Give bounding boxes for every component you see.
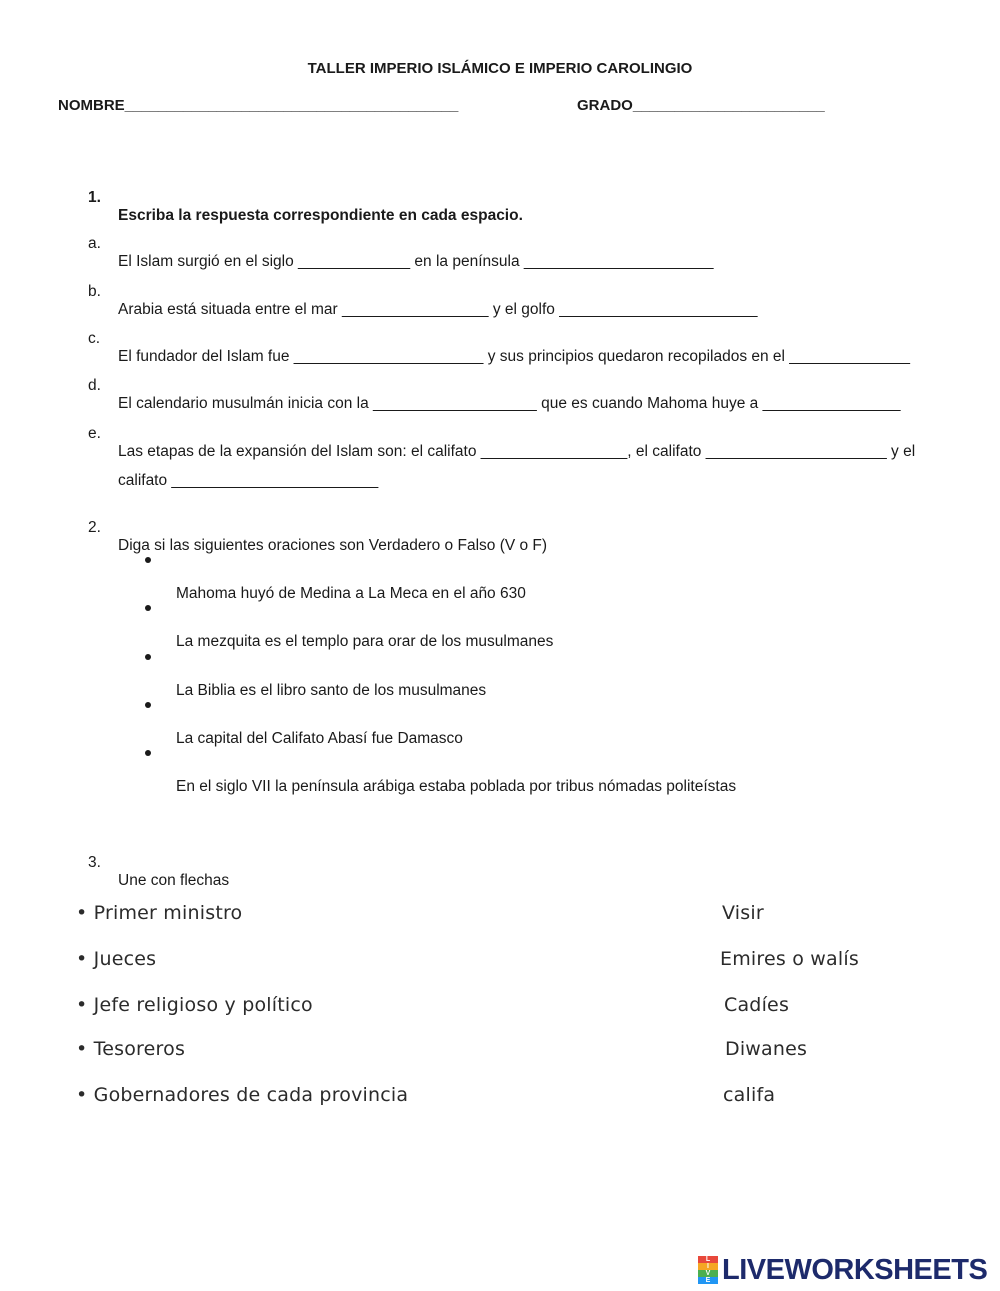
q3-heading (0, 836, 1000, 890)
bullet-icon (145, 702, 151, 708)
item-text: El fundador del Islam fue ______________________ y sus principios quedaron recopilados en el ______________ (118, 348, 910, 365)
statement-text: La Biblia es el libro santo de los musulmanes (176, 682, 487, 699)
q2-statement[interactable] (0, 694, 1000, 747)
item-label: e. (88, 425, 101, 442)
q2-statement[interactable] (0, 742, 1000, 795)
worksheet-title: TALLER IMPERIO ISLÁMICO E IMPERIO CAROLINGIO (307, 60, 693, 77)
item-label: c. (88, 330, 101, 347)
item-text: califato ________________________ (118, 472, 379, 489)
q2-instruction: Diga si las siguientes oraciones son Verdadero o Falso (V o F) (118, 537, 548, 554)
q1-item-e[interactable] (0, 407, 1000, 461)
logo-mark-letter: V (698, 1270, 718, 1277)
q3-number: 3. (88, 854, 101, 871)
q1-item-e-continuation[interactable] (0, 454, 1000, 490)
q2-statement[interactable] (0, 597, 1000, 650)
q1-number: 1. (88, 189, 101, 206)
logo-mark-letter: I (698, 1263, 718, 1270)
logo-mark-letter: L (698, 1256, 718, 1263)
grade-field[interactable]: GRADO_______________________ (577, 97, 825, 114)
q3-instruction: Une con flechas (118, 872, 230, 889)
statement-text: Mahoma huyó de Medina a La Meca en el año 630 (176, 585, 526, 602)
item-text: El Islam surgió en el siglo _____________ en la península ______________________ (118, 253, 714, 270)
match-left-item[interactable]: • Primer ministro (76, 902, 243, 924)
item-label: b. (88, 283, 101, 300)
bullet-icon (145, 750, 151, 756)
bullet-icon (145, 557, 151, 563)
match-right-item[interactable]: Diwanes (725, 1038, 808, 1060)
match-right-item[interactable]: Emires o walís (720, 948, 859, 970)
q1-item-d[interactable] (0, 359, 1000, 413)
liveworksheets-logo (698, 1254, 987, 1286)
item-label: a. (88, 235, 101, 252)
bullet-icon (145, 654, 151, 660)
match-left-item[interactable]: • Gobernadores de cada provincia (76, 1084, 409, 1106)
match-right-item[interactable]: califa (723, 1084, 776, 1106)
match-right-item[interactable]: Cadíes (724, 994, 790, 1016)
q1-item-a[interactable] (0, 217, 1000, 271)
statement-text: En el siglo VII la península arábiga estaba poblada por tribus nómadas politeístas (176, 778, 737, 795)
q2-statement[interactable] (0, 549, 1000, 602)
logo-text: LIVEWORKSHEETS (722, 1253, 988, 1286)
name-field[interactable]: NOMBRE________________________________________ (58, 97, 459, 114)
logo-mark-letter: E (698, 1277, 718, 1284)
liveworksheets-logo-icon (698, 1256, 718, 1284)
q2-statement[interactable] (0, 646, 1000, 699)
q2-heading (0, 501, 1000, 555)
q1-item-b[interactable] (0, 265, 1000, 319)
statement-text: La capital del Califato Abasí fue Damasco (176, 730, 463, 747)
item-text: El calendario musulmán inicia con la ___________________ que es cuando Mahoma huye a ________________ (118, 395, 901, 412)
item-label: d. (88, 377, 101, 394)
match-left-item[interactable]: • Jueces (76, 948, 157, 970)
item-text: Arabia está situada entre el mar _________________ y el golfo _______________________ (118, 301, 758, 318)
q1-item-c[interactable] (0, 312, 1000, 366)
item-text: Las etapas de la expansión del Islam son: el califato _________________, el califato _____________________ y el (118, 443, 916, 460)
bullet-icon (145, 605, 151, 611)
match-left-item[interactable]: • Tesoreros (76, 1038, 186, 1060)
match-right-item[interactable]: Visir (722, 902, 764, 924)
q1-instruction: Escriba la respuesta correspondiente en cada espacio. (118, 207, 523, 224)
q2-number: 2. (88, 519, 101, 536)
statement-text: La mezquita es el templo para orar de los musulmanes (176, 633, 554, 650)
match-left-item[interactable]: • Jefe religioso y político (76, 994, 313, 1016)
